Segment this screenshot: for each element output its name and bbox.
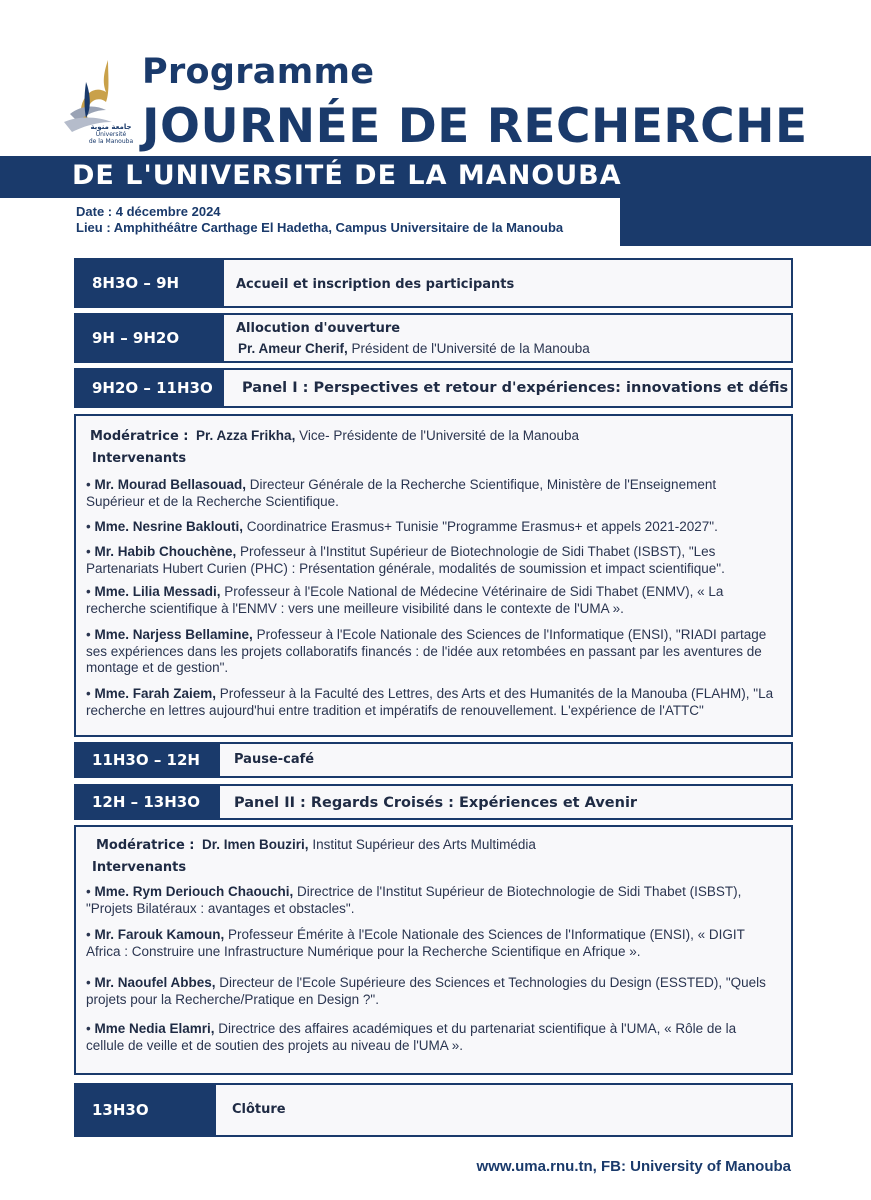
speaker-text: Professeur à l'Institut Supérieur de Biotechnologie de Sidi Thabet (ISBST), "Les Partenariats Hubert Curien (PHC) : Présentation générale, modalités de soumission et impact scientifique". [86,544,725,576]
speaker-item: • Mr. Naoufel Abbes, Directeur de l'Ecole Supérieure des Sciences et Technologies du Design (ESSTED), "Quels projets pour la Recherche/Pratique en Design ?". [86,975,766,1007]
session-speaker [238,341,590,356]
session-time: 9H2O – 11H3O [76,370,224,406]
speaker-text: Professeur à la Faculté des Lettres, des Arts et des Humanités de la Manouba (FLAHM), "La recherche en lettres aujourd'hui entre tradition et impératifs de renouvellement. L'expérience de l'ATTC" [86,686,774,718]
session-time: 8H3O – 9H [76,260,224,306]
speaker-item: • Mme. Nesrine Baklouti, Coordinatrice Erasmus+ Tunisie "Programme Erasmus+ et appels 2021-2027". [86,519,718,534]
moderator-name: Pr. Azza Frikha, [196,428,296,443]
moderator-name: Dr. Imen Bouziri, [202,837,309,852]
moderator-role: Institut Supérieur des Arts Multimédia [308,837,536,852]
page-title: JOURNÉE DE RECHERCHE [142,99,808,154]
title-band-right-block [620,156,871,246]
speaker-text: Directeur de l'Ecole Supérieure des Sciences et Technologies du Design (ESSTED), "Quels projets pour la Recherche/Pratique en Design ?". [86,975,766,1007]
speaker-text: Directrice de l'Institut Supérieur de Biotechnologie de Sidi Thabet (ISBST), "Projets Bilatéraux : avantages et obstacles". [86,884,742,916]
speaker-text: Professeur à l'Ecole Nationale des Sciences de l'Informatique (ENSI), "RIADI partage ses expériences dans les projets collaboratifs financés : de l'idée aux retombées en passant par les aventures de montage et de gestion". [86,627,767,675]
session-row [74,368,793,408]
logo-caption [76,124,146,145]
speaker-text: Professeur Émérite à l'Ecole Nationale des Sciences de l'Informatique (ENSI), « DIGIT Africa : Construire une Infrastructure Numérique pour la Recherche Scientifique en Afrique ». [86,927,745,959]
session-row [74,784,793,820]
speaker-role: Président de l'Université de la Manouba [347,341,590,356]
speakers-heading: Intervenants [92,860,187,875]
panel2-details [74,825,793,1075]
footer-contact: www.uma.rnu.tn, FB: University of Manouba [476,1158,791,1175]
session-time: 13H3O [76,1085,216,1135]
speaker-item: • Mme. Farah Zaiem, Professeur à la Faculté des Lettres, des Arts et des Humanités de la Manouba (FLAHM), "La recherche en lettres aujourd'hui entre tradition et impératifs de renouvellement. L'expérience de l'ATTC" [86,686,774,718]
speaker-item: • Mme. Narjess Bellamine, Professeur à l'Ecole Nationale des Sciences de l'Informatique (ENSI), "RIADI partage ses expériences dans les projets collaboratifs financés : de l'idée aux retombées en passant par les aventures de montage et de gestion". [86,627,767,675]
speaker-name: Mme. Narjess Bellamine, [94,627,253,642]
speaker-name: Mme. Rym Deriouch Chaouchi, [94,884,294,899]
session-label: Pause-café [234,752,315,767]
speaker-item: • Mme Nedia Elamri, Directrice des affaires académiques et du partenariat scientifique à l'UMA, « Rôle de la cellule de veille et de soutien des projets au niveau de l'UMA ». [86,1021,737,1053]
event-place: Lieu : Amphithéâtre Carthage El Hadetha, Campus Universitaire de la Manouba [76,220,564,235]
moderator-key: Modératrice : [96,838,195,853]
session-label: Allocution d'ouverture [236,321,401,336]
session-label: Accueil et inscription des participants [236,277,515,292]
speaker-name: Mme Nedia Elamri, [94,1021,215,1036]
session-row [74,258,793,308]
logo-caption-line2: de la Manouba [88,138,134,145]
speaker-item: • Mr. Mourad Bellasouad, Directeur Générale de la Recherche Scientifique, Ministère de l'Enseignement Supérieur et de la Recherche Scientifique. [86,477,717,509]
page-subtitle: DE L'UNIVERSITÉ DE LA MANOUBA [72,160,622,191]
speaker-item: • Mme. Lilia Messadi, Professeur à l'Ecole National de Médecine Vétérinaire de Sidi Thabet (ENMV), « La recherche scientifique à l'ENMV : vers une meilleure visibilité dans le contexte de l'UMA ». [86,584,724,616]
speaker-name: Mr. Farouk Kamoun, [94,927,225,942]
moderator-role: Vice- Présidente de l'Université de la Manouba [295,428,580,443]
speaker-name: Mme. Farah Zaiem, [94,686,217,701]
speaker-name: Mr. Mourad Bellasouad, [94,477,247,492]
session-row [74,742,793,778]
speaker-text: Directrice des affaires académiques et du partenariat scientifique à l'UMA, « Rôle de la cellule de veille et de soutien des projets au niveau de l'UMA ». [86,1021,737,1053]
title-programme: Programme [142,52,375,92]
session-time: 11H3O – 12H [76,744,220,776]
panel2-moderator [96,837,536,853]
logo-caption-arabic: جامعة منوبة [90,123,132,131]
speakers-heading: Intervenants [92,451,187,466]
logo-caption-line1: Université [95,131,127,138]
session-time: 12H – 13H3O [76,786,220,818]
session-label: Panel II : Regards Croisés : Expériences et Avenir [234,795,638,811]
session-row [74,1083,793,1137]
speaker-name: Mme. Lilia Messadi, [94,584,221,599]
speaker-item: • Mr. Farouk Kamoun, Professeur Émérite à l'Ecole Nationale des Sciences de l'Informatique (ENSI), « DIGIT Africa : Construire une Infrastructure Numérique pour la Recherche Scientifique en Afrique ». [86,927,745,959]
panel1-moderator [90,428,579,444]
session-label: Panel I : Perspectives et retour d'expériences: innovations et défis [242,380,789,396]
event-date: Date : 4 décembre 2024 [76,204,221,219]
speaker-name: Mme. Nesrine Baklouti, [94,519,244,534]
session-label: Clôture [232,1102,286,1117]
speaker-text: Professeur à l'Ecole National de Médecine Vétérinaire de Sidi Thabet (ENMV), « La recherche scientifique à l'ENMV : vers une meilleure visibilité dans le contexte de l'UMA ». [86,584,724,616]
speaker-text: Coordinatrice Erasmus+ Tunisie "Programme Erasmus+ et appels 2021-2027". [243,519,718,534]
speaker-name: Pr. Ameur Cherif, [238,341,348,356]
session-time: 9H – 9H2O [76,315,224,361]
speaker-item: • Mr. Habib Chouchène, Professeur à l'Institut Supérieur de Biotechnologie de Sidi Thabet (ISBST), "Les Partenariats Hubert Curien (PHC) : Présentation générale, modalités de soumission et impact scientifique". [86,544,725,576]
session-row [74,313,793,363]
moderator-key: Modératrice : [90,429,189,444]
speaker-name: Mr. Naoufel Abbes, [94,975,216,990]
speaker-name: Mr. Habib Chouchène, [94,544,237,559]
speaker-item: • Mme. Rym Deriouch Chaouchi, Directrice de l'Institut Supérieur de Biotechnologie de Sidi Thabet (ISBST), "Projets Bilatéraux : avantages et obstacles". [86,884,742,916]
panel1-details [74,414,793,737]
speaker-text: Directeur Générale de la Recherche Scientifique, Ministère de l'Enseignement Supérieur et de la Recherche Scientifique. [86,477,717,509]
